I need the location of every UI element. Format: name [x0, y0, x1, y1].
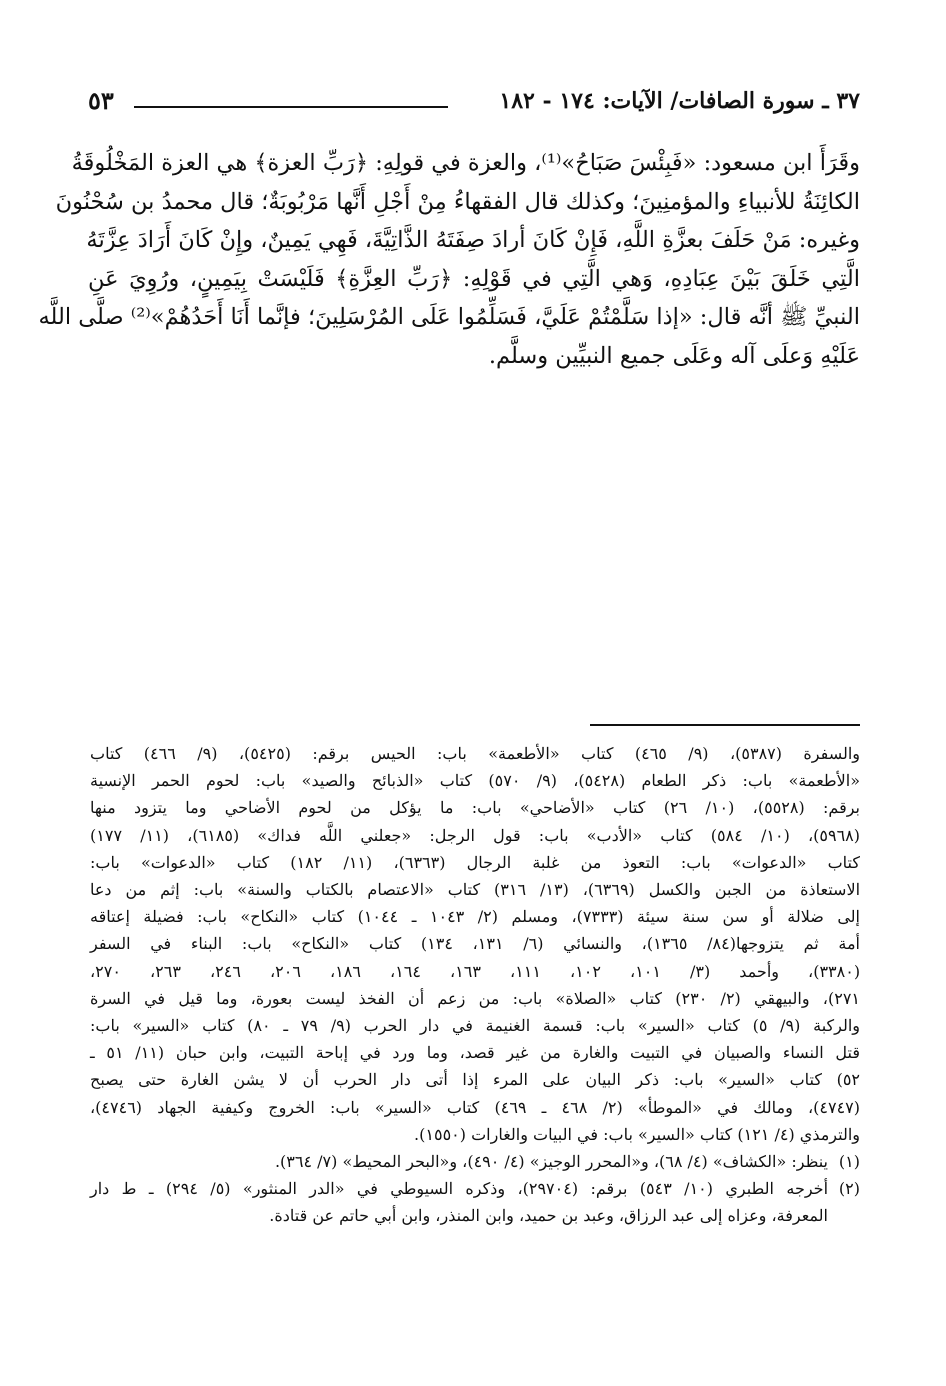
footnote-2 — [90, 1175, 860, 1229]
footnote-line: أمة ثم يتزوجها(٨٤/ ١٣٦٥)، والنسائي (٦/ ١٣١، ١٣٤) كتاب «النكاح» باب: البناء في السفر — [90, 934, 860, 954]
footnote-line: كتاب «الدعوات» باب: التعوذ من غلبة الرجال (٦٣٦٣)، (١١/ ١٨٢) كتاب «الدعوات» باب: — [90, 852, 861, 872]
text-line: وغيره: مَنْ حَلَفَ بعزَّةِ اللَّهِ، فَإِنْ كَانَ أرادَ صِفَتَهُ الذَّاتِيَّةَ، فَهِي يَمِينٌ، وإِنْ كَانَ أَرَادَ عِزَّتَهُ — [86, 227, 860, 253]
text-line: عَلَيْهِ وَعلَى آله وعَلَى جميع النبيِّين وسلَّم. — [488, 342, 860, 369]
footnote-line: قتل النساء والصبيان في التبيت والغارة من غير قصد، وما ورد في إباحة التبيت، وابن حبان (١١/ ٥١ ـ — [90, 1043, 860, 1063]
footnote-body — [90, 1175, 828, 1229]
header-rule — [134, 106, 448, 108]
footnote-line: والركبة (٩/ ٥) كتاب «السير» باب: قسمة الغنيمة في دار الحرب (٩/ ٧٩ ـ ٨٠) كتاب «السير» باب: — [90, 1016, 861, 1036]
footnote-line: ٢٧١)، والبيهقي (٢/ ٢٣٠) كتاب «الصلاة» باب: من زعم أن الفخذ ليست بعورة، وما قيل في السرة — [90, 988, 860, 1008]
footnote-line: أخرجه الطبري (١٠/ ٥٤٣) برقم: (٢٩٧٠٤)، وذكره السيوطي في «الدر المنثور» (٥/ ٢٩٤) ـ ط دار — [90, 1179, 829, 1199]
footnote-line: المعرفة، وعزاه إلى عبد الرزاق، وعبد بن حميد، وابن المنذر، وابن أبي حاتم عن قتادة. — [269, 1206, 828, 1226]
footnote-line: (٤٧٤٧)، ومالك في «الموطأ» (٢/ ٤٦٨ ـ ٤٦٩) كتاب «السير» باب: الخروج وكيفية الجهاد (٤٧٤٦)، — [90, 1097, 861, 1117]
footnote-line: ٥٢) كتاب «السير» باب: ذكر البيان على المرء إذا أتى دار الحرب أن لا يشن الغارة حتى يصبح — [90, 1070, 861, 1090]
footnote-line: «الأطعمة» باب: ذكر الطعام (٥٤٢٨)، (٩/ ٥٧٠) كتاب «الذبائح والصيد» باب: لحوم الحمر الإنسية — [90, 771, 861, 791]
footnote-line: برقم: (٥٥٢٨)، (١٠/ ٢٦) كتاب «الأضاحي» باب: ما يؤكل من لحوم الأضاحي وما يتزود منها — [90, 798, 861, 818]
footnote-body — [90, 1148, 828, 1175]
main-text — [38, 144, 860, 375]
footnote-line: والسفرة (٥٣٨٧)، (٩/ ٤٦٥) كتاب «الأطعمة» باب: الحيس برقم: (٥٤٢٥)، (٩/ ٤٦٦) كتاب — [90, 744, 861, 763]
page-number: ٥٣ — [88, 86, 114, 115]
page-header — [88, 84, 860, 122]
footnote-continuation — [90, 740, 860, 1148]
text-line: الكائِنَةُ للأنبياءِ والمؤمنِينَ؛ وكذلك قال الفقهاءُ مِنْ أَجْلِ أَنَّها مَرْبُوبَةٌ؛ قال محمدُ بن سُحْنُونَ — [55, 188, 860, 215]
footnote-line: ينظر: «الكشاف» (٤/ ٦٨)، و«المحرر الوجيز» (٤/ ٤٩٠)، و«البحر المحيط» (٧/ ٣٦٤). — [274, 1152, 828, 1172]
running-title: ٣٧ ـ سورة الصافات/ الآيات: ١٧٤ - ١٨٢ — [499, 88, 860, 114]
footnote-1 — [90, 1148, 860, 1175]
footnote-line: (٥٩٦٨)، (١٠/ ٥٨٤) كتاب «الأدب» باب: قول الرجل: «جعلني اللَّه فداك» (٦١٨٥)، (١١/ ١٧٧) — [90, 825, 860, 845]
footnote-number: (٢) — [838, 1179, 860, 1199]
footnote-line: إلى ضلالة أو سن سنة سيئة (٧٣٣٣)، ومسلم (٢/ ١٠٤٣ ـ ١٠٤٤) كتاب «النكاح» باب: فضيلة إعتاقه — [90, 907, 860, 927]
text-line: وقَرَأَ ابن مسعود: «فَبِئْسَ صَبَاحُ»⁽¹⁾، والعزة في قولِهِ: ﴿رَبِّ العزة﴾ هي العزة المَخْلُوقَةُ — [71, 150, 860, 176]
footnote-line: الاستعاذة من الجبن والكسل (٦٣٦٩)، (١٣/ ٣١٦) كتاب «الاعتصام بالكتاب والسنة» باب: إثم من دعا — [90, 880, 861, 900]
footnote-separator — [590, 724, 860, 726]
footnote-line: (٣٣٨٠)، وأحمد (٣/ ١٠١، ١٠٢، ١١١، ١٦٣، ١٦٤، ١٨٦، ٢٠٦، ٢٤٦، ٢٦٣، ٢٧٠، — [90, 961, 861, 981]
text-line: الَّتِي خَلَقَ بَيْنَ عِبَادِهِ، وَهي الَّتِي في قَوْلِهِ: ﴿رَبِّ العِزَّةِ﴾ فَلَيْسَتْ بِيَمِينٍ، ورُوِيَ عَنِ — [88, 265, 860, 292]
text-line: النبيِّ ﷺ أنَّه قال: «إذا سَلَّمْتُمْ عَلَيَّ، فَسَلِّمُوا عَلَى المُرْسَلِينَ؛ فإنَّما أَنَا أَحَدُهُمْ»⁽²⁾ صلَّى اللَّه — [38, 304, 860, 330]
footnote-number: (١) — [838, 1152, 860, 1172]
footnote-line: والترمذي (٤/ ١٢١) كتاب «السير» باب: في البيات والغارات (١٥٥٠). — [414, 1124, 860, 1144]
footnotes — [90, 740, 860, 1230]
